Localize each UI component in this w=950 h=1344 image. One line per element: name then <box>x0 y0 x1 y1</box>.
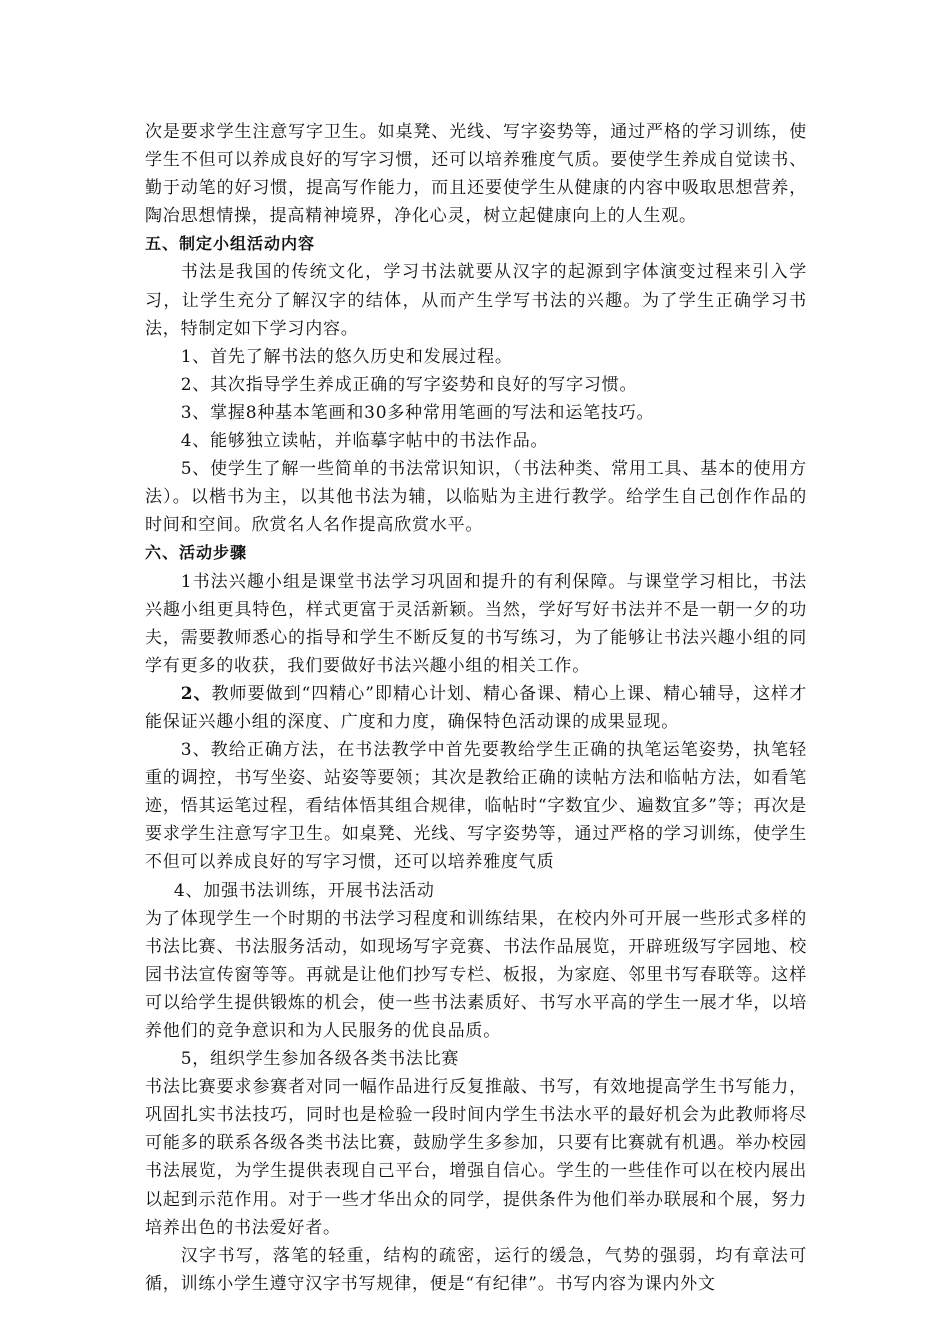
step-2-text: 教师要做到“四精心”即精心计划、精心备课、精心上课、精心辅导，这样才能保证兴趣小组的深度、广度和力度，确保特色活动课的成果显现。 <box>145 683 807 732</box>
section-6-step-1: 1书法兴趣小组是课堂书法学习巩固和提升的有利保障。与课堂学习相比，书法兴趣小组更具特色，样式更富于灵活新颖。当然，学好写好书法并不是一朝一夕的功夫，需要教师悉心的指导和学生不断反复的书写练习，为了能够让书法兴趣小组的同学有更多的收获，我们要做好书法兴趣小组的相关工作。 <box>145 571 807 676</box>
final-paragraph: 汉字书写，落笔的轻重，结构的疏密，运行的缓急，气势的强弱，均有章法可循，训练小学生遵守汉字书写规律，便是“有纪律”。书写内容为课内外文 <box>145 1245 807 1294</box>
section-5-item-1: 1、首先了解书法的悠久历史和发展过程。 <box>180 346 513 367</box>
document-page <box>145 118 807 1298</box>
section-5-item-3: 3、掌握8种基本笔画和30多种常用笔画的写法和运笔技巧。 <box>180 402 655 423</box>
section-5-item-2: 2、其次指导学生养成正确的写字姿势和良好的写字习惯。 <box>180 374 638 395</box>
section-6-step-5-body: 书法比赛要求参赛者对同一幅作品进行反复推敲、书写，有效地提高学生书写能力，巩固扎实书法技巧，同时也是检验一段时间内学生书法水平的最好机会为此教师将尽可能多的联系各级各类书法比赛，鼓励学生多参加，只要有比赛就有机遇。举办校园书法展览，为学生提供表现自己平台，增强自信心。学生的一些佳作可以在校内展出以起到示范作用。对于一些才华出众的同学，提供条件为他们举办联展和个展，努力培养出色的书法爱好者。 <box>145 1077 807 1238</box>
section-5-intro: 书法是我国的传统文化，学习书法就要从汉字的起源到字体演变过程来引入学习，让学生充分了解汉字的结体，从而产生学写书法的兴趣。为了学生正确学习书法，特制定如下学习内容。 <box>145 262 807 339</box>
section-6-step-5-title: 5，组织学生参加各级各类书法比赛 <box>180 1049 460 1070</box>
section-5-item-5: 5、使学生了解一些简单的书法常识知识，（书法种类、常用工具、基本的使用方法）。以楷书为主，以其他书法为辅，以临贴为主进行教学。给学生自己创作作品的时间和空间。欣赏名人名作提高欣赏水平。 <box>145 459 807 536</box>
intro-paragraph: 次是要求学生注意写字卫生。如桌凳、光线、写字姿势等，通过严格的学习训练，使学生不但可以养成良好的写字习惯，还可以培养雅度气质。要使学生养成自觉读书、勤于动笔的好习惯，提高写作能力，而且还要使学生从健康的内容中吸取思想营养，陶冶思想情操，提高精神境界，净化心灵，树立起健康向上的人生观。 <box>145 122 807 227</box>
section-6-step-4-body: 为了体现学生一个时期的书法学习程度和训练结果，在校内外可开展一些形式多样的书法比赛、书法服务活动，如现场写字竞赛、书法作品展览，开辟班级写字园地、校园书法宣传窗等等。再就是让他们抄写专栏、板报，为家庭、邻里书写春联等。这样可以给学生提供锻炼的机会，使一些书法素质好、书写水平高的学生一展才华，以培养他们的竞争意识和为人民服务的优良品质。 <box>145 908 807 1041</box>
section-6-step-2 <box>145 680 807 736</box>
section-5-item-4: 4、能够独立读帖，并临摹字帖中的书法作品。 <box>180 431 549 452</box>
step-2-number: 2、 <box>180 683 212 704</box>
section-6-step-3: 3、教给正确方法，在书法教学中首先要教给学生正确的执笔运笔姿势，执笔轻重的调控，书写坐姿、站姿等要领；其次是教给正确的读帖方法和临帖方法，如看笔迹，悟其运笔过程，看结体悟其组合规律，临帖时“字数宜少、遍数宜多”等；再次是要求学生注意写字卫生。如桌凳、光线、写字姿势等，通过严格的学习训练，使学生不但可以养成良好的写字习惯，还可以培养雅度气质 <box>145 740 807 873</box>
section-heading-6: 六、活动步骤 <box>145 543 248 563</box>
section-heading-5: 五、制定小组活动内容 <box>145 234 316 254</box>
section-6-step-4-title: 4、加强书法训练，开展书法活动 <box>173 880 435 901</box>
